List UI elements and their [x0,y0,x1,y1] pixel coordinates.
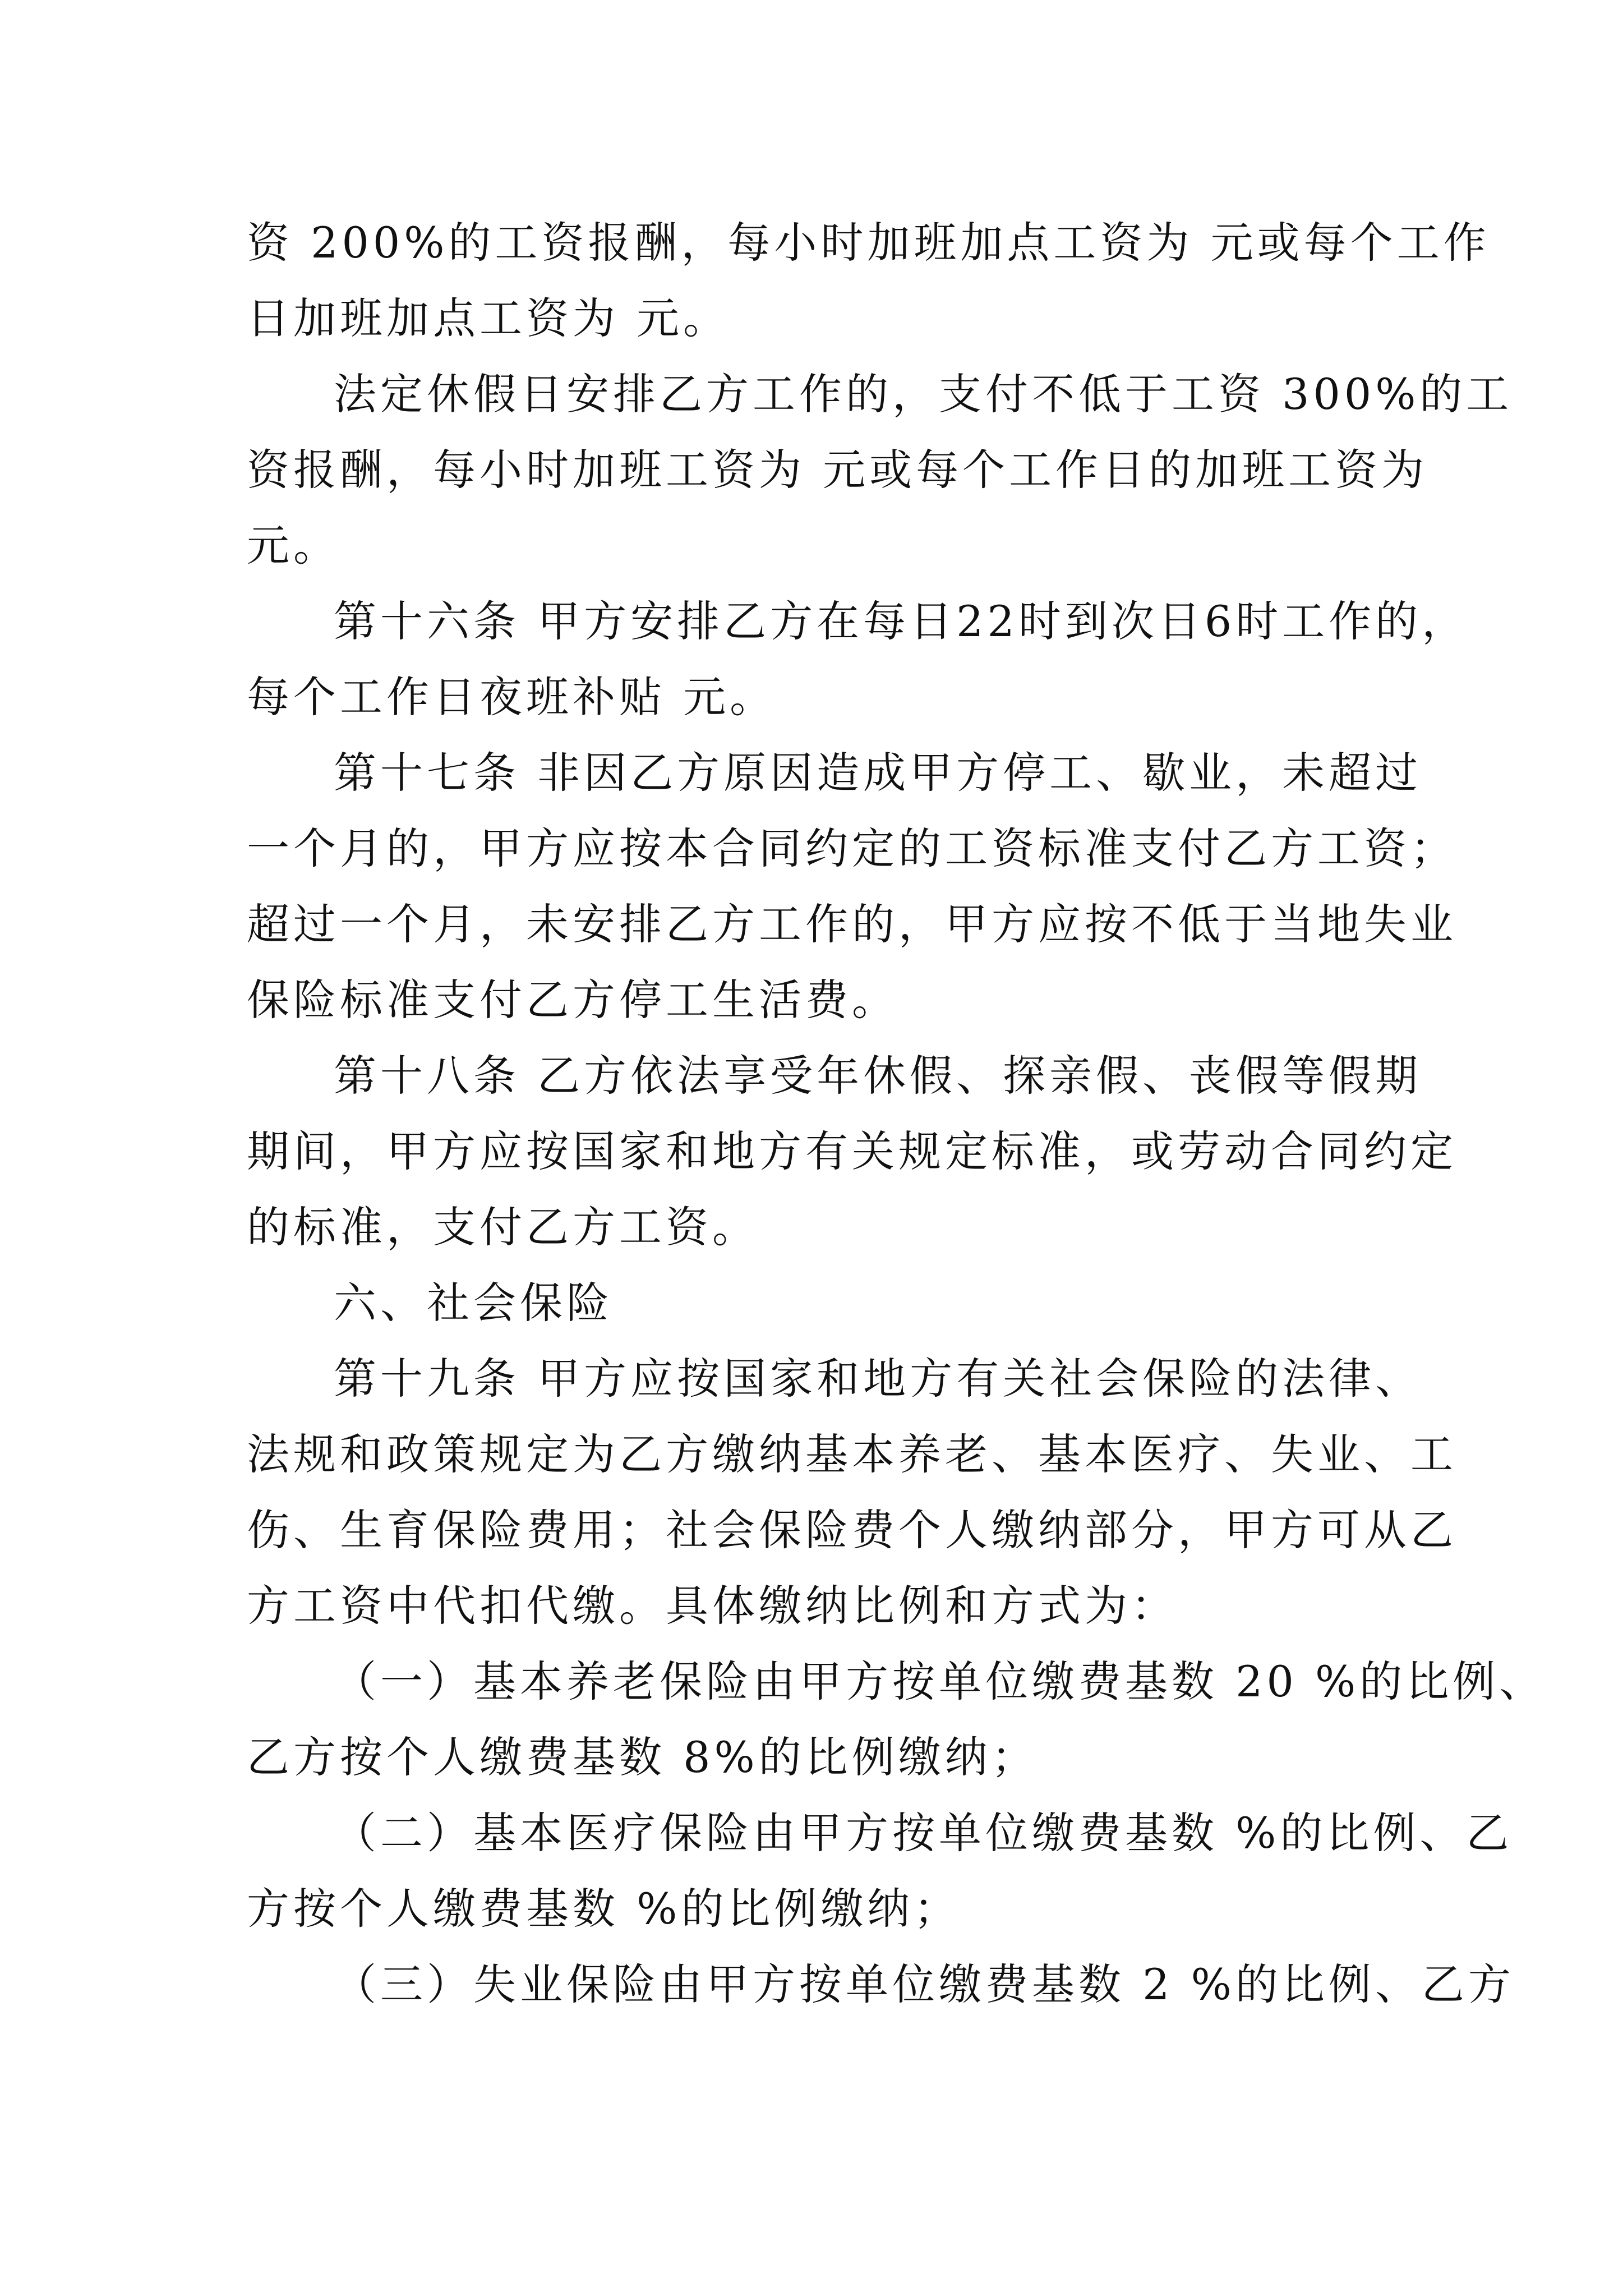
text-line-4: 资报酬，每小时加班工资为 元或每个工作日的加班工资为 [247,445,1428,495]
text-line-24: （三）失业保险由甲方按单位缴费基数 2 %的比例、乙方 [334,1959,1515,2009]
text-line-3: 法定休假日安排乙方工作的，支付不低于工资 300%的工 [334,369,1513,419]
text-line-10: 超过一个月，未安排乙方工作的，甲方应按不低于当地失业 [247,899,1457,949]
text-line-23: 方按个人缴费基数 %的比例缴纳； [247,1884,961,1934]
text-line-21: 乙方按个人缴费基数 8%的比例缴纳； [247,1732,1038,1782]
text-line-17: 法规和政策规定为乙方缴纳基本养老、基本医疗、失业、工 [247,1429,1457,1479]
text-line-6: 第十六条 甲方安排乙方在每日22时到次日6时工作的， [334,596,1469,646]
text-line-19: 方工资中代扣代缴。具体缴纳比例和方式为： [247,1581,1178,1631]
text-line-20: （一）基本养老保险由甲方按单位缴费基数 20 %的比例、 [334,1657,1546,1706]
text-line-22: （二）基本医疗保险由甲方按单位缴费基数 %的比例、乙 [334,1808,1513,1858]
text-line-13: 期间，甲方应按国家和地方有关规定标准，或劳动合同约定 [247,1126,1457,1176]
text-line-9: 一个月的，甲方应按本合同约定的工资标准支付乙方工资； [247,823,1457,873]
text-line-16: 第十九条 甲方应按国家和地方有关社会保险的法律、 [334,1354,1422,1404]
text-line-11: 保险标准支付乙方停工生活费。 [247,975,898,1025]
text-line-18: 伤、生育保险费用；社会保险费个人缴纳部分，甲方可从乙 [247,1505,1457,1555]
text-line-5: 元。 [247,521,340,570]
text-line-12: 第十八条 乙方依法享受年休假、探亲假、丧假等假期 [334,1051,1422,1101]
text-line-1: 资 200%的工资报酬，每小时加班加点工资为 元或每个工作 [247,218,1490,268]
text-line-7: 每个工作日夜班补贴 元。 [247,672,777,722]
text-line-2: 日加班加点工资为 元。 [247,293,730,343]
text-line-8: 第十七条 非因乙方原因造成甲方停工、歇业，未超过 [334,748,1422,798]
document-body [247,205,1546,2022]
section-heading: 六、社会保险 [334,1278,613,1328]
text-line-14: 的标准，支付乙方工资。 [247,1202,759,1252]
